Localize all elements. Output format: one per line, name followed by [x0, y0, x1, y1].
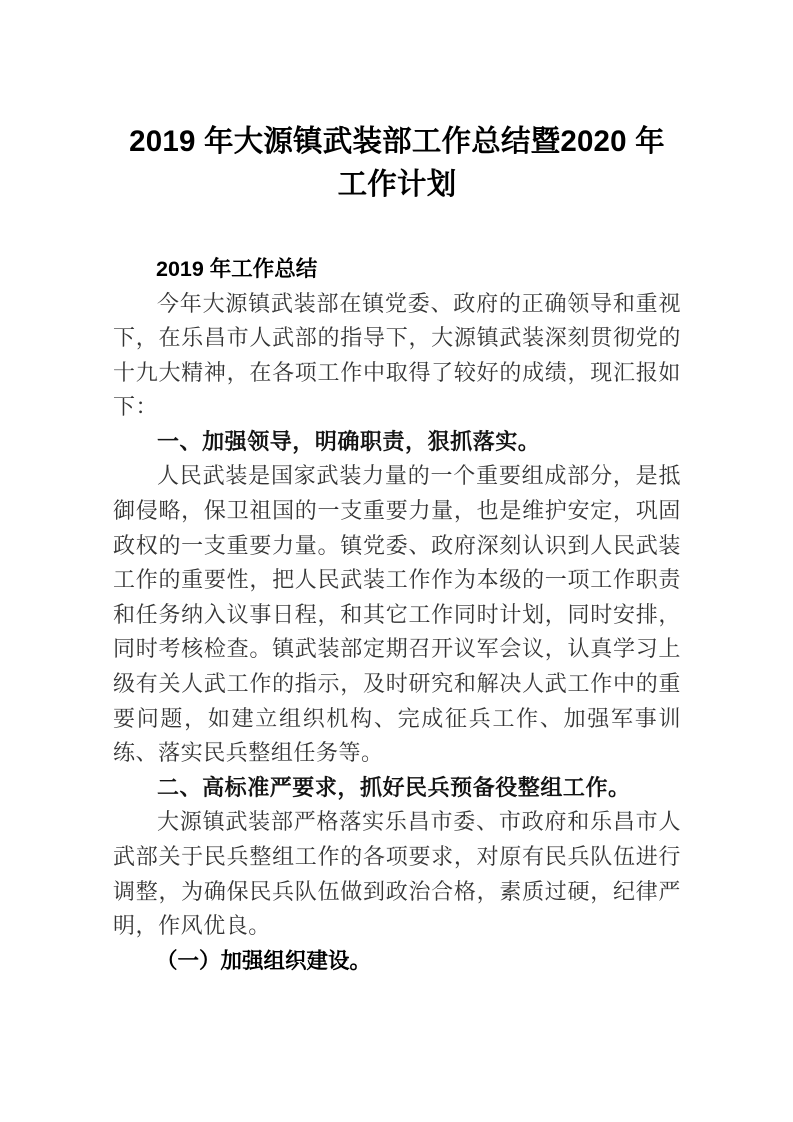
- paragraph-section-one-body: 人民武装是国家武装力量的一个重要组成部分，是抵御侵略，保卫祖国的一支重要力量，也是维护安定，巩固政权的一支重要力量。镇党委、政府深刻认识到人民武装工作的重要性，把人民武装工作作为本级的一项工作职责和任务纳入议事日程，和其它工作同时计划，同时安排，同时考核检查。镇武装部定期召开议军会议，认真学习上级有关人武工作的指示，及时研究和解决人武工作中的重要问题，如建立组织机构、完成征兵工作、加强军事训练、落实民兵整组任务等。: [113, 463, 681, 766]
- subsection-heading-one: （一）加强组织建设。: [156, 948, 372, 973]
- section-heading-two: 二、高标准严要求，抓好民兵预备役整组工作。: [157, 774, 631, 800]
- page-title: 2019 年大源镇武装部工作总结暨2020 年工作计划: [129, 125, 665, 201]
- paragraph-intro: 今年大源镇武装部在镇党委、政府的正确领导和重视下，在乐昌市人武部的指导下，大源镇武装深刻贯彻党的十九大精神，在各项工作中取得了较好的成绩，现汇报如下：: [113, 290, 681, 420]
- paragraph-section-two-body: 大源镇武装部严格落实乐昌市委、市政府和乐昌市人武部关于民兵整组工作的各项要求，对原有民兵队伍进行调整，为确保民兵队伍做到政治合格，素质过硬，纪律严明，作风优良。: [113, 809, 681, 939]
- document-body: [113, 120, 681, 978]
- section-subheading-year-summary: 2019 年工作总结: [156, 257, 318, 281]
- title-spacer: [113, 206, 681, 252]
- section-heading-one: 一、加强领导，明确职责，狠抓落实。: [157, 428, 541, 454]
